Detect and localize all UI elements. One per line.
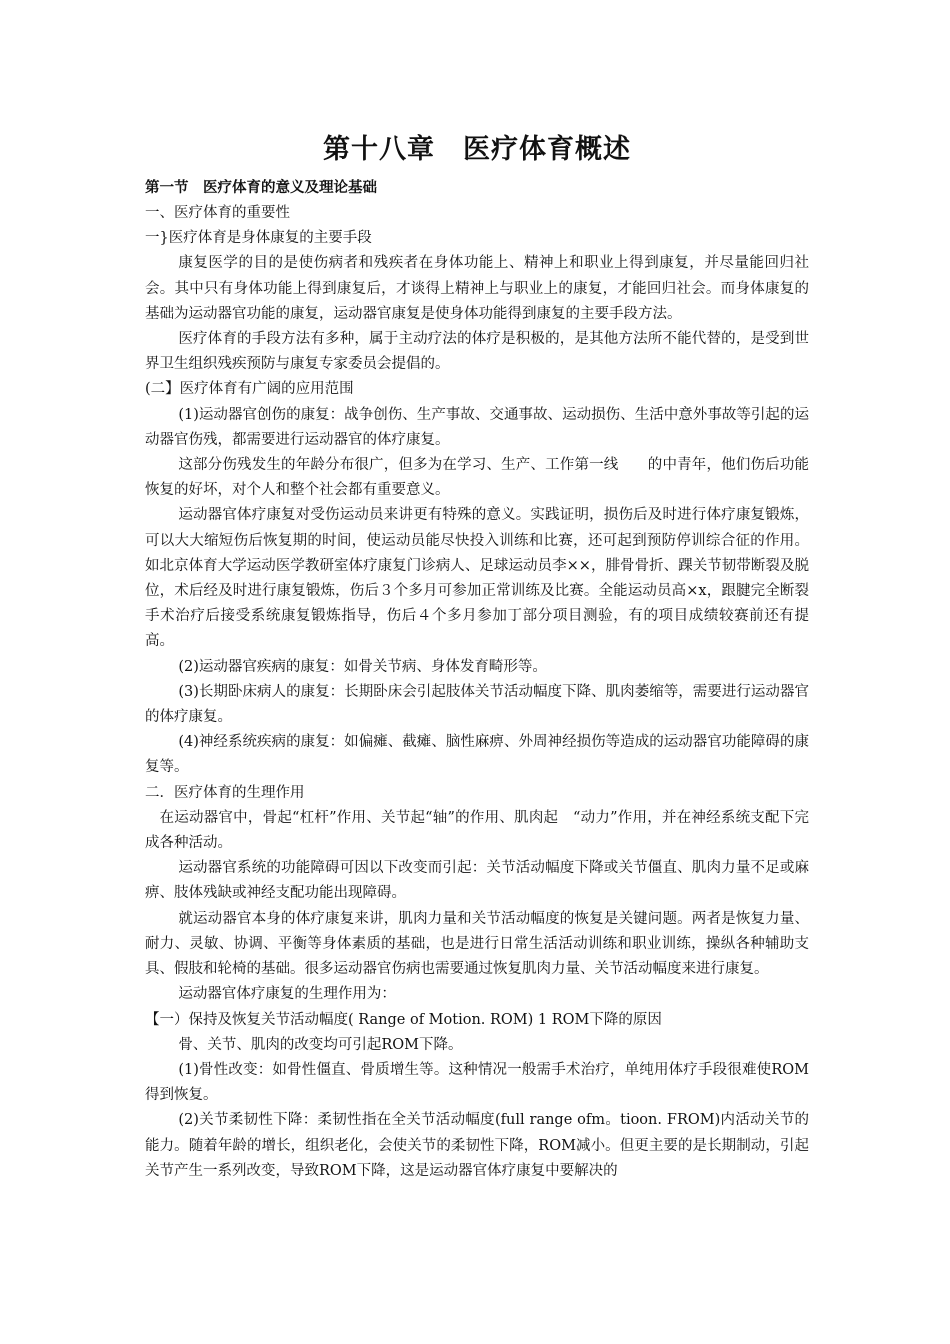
paragraph: (1)骨性改变：如骨性僵直、骨质增生等。这种情况一般需手术治疗，单纯用体疗手段很难使ROM得到恢复。	[145, 1061, 809, 1104]
paragraph: 在运动器官中，骨起“杠杆”作用、关节起“轴”的作用、肌肉起 “动力”作用，并在神经系统支配下完成各种活动。	[145, 809, 809, 852]
paragraph: 这部分伤残发生的年龄分布很广，但多为在学习、生产、工作第一线 的中青年，他们伤后功能恢复的好坏，对个人和整个社会都有重要意义。	[145, 457, 809, 499]
paragraph: 运动器官体疗康复的生理作用为：	[178, 986, 396, 1003]
subheading-rom: 【一）保持及恢复关节活动幅度( Range of Motion. ROM) 1 ROM下降的原因	[145, 1011, 662, 1028]
subheading-main-means: 一}医疗体育是身体康复的主要手段	[145, 230, 372, 247]
paragraph: 骨、关节、肌肉的改变均可引起ROM下降。	[178, 1036, 463, 1053]
paragraph: (2)关节柔韧性下降：柔韧性指在全关节活动幅度(full range ofm。tioon. FROM)内活动关节的能力。随着年龄的增长，组织老化，会使关节的柔韧性下降，ROM减小。但更主要的是长期制动，引起关节产生一系列改变，导致ROM下降，这是运动器官体疗康复中要解决的	[145, 1112, 809, 1179]
subheading-application-range: (二】医疗体育有广阔的应用范围	[145, 381, 354, 398]
paragraph: 运动器官体疗康复对受伤运动员来讲更有特殊的意义。实践证明，损伤后及时进行体疗康复锻炼，可以大大缩短伤后恢复期的时间，使运动员能尽快投入训练和比赛，还可起到预防停训综合征的作用。如北京体育大学运动医学教研室体疗康复门诊病人、足球运动员李××，腓骨骨折、踝关节韧带断裂及脱位，术后经及时进行康复锻炼，伤后３个多月可参加正常训练及比赛。全能运动员高×x，跟腱完全断裂手术治疗后接受系统康复锻炼指导，伤后４个多月参加丁部分项目测验，有的项目成绩较赛前还有提高。	[145, 507, 809, 650]
paragraph: (1)运动器官创伤的康复：战争创伤、生产事故、交通事故、运动损伤、生活中意外事故等引起的运动器官伤残，都需要进行运动器官的体疗康复。	[145, 406, 809, 448]
document-page	[145, 130, 809, 1184]
paragraph: 康复医学的目的是使伤病者和残疾者在身体功能上、精神上和职业上得到康复，并尽量能回归社会。其中只有身体功能上得到康复后，才谈得上精神上与职业上的康复，才能回归社会。而身体康复的基础为运动器官功能的康复，运动器官康复是使身体功能得到康复的主要手段方法。	[145, 255, 809, 322]
paragraph: 运动器官系统的功能障碍可因以下改变而引起：关节活动幅度下降或关节僵直、肌肉力量不足或麻痹、肢体残缺或神经支配功能出现障碍。	[145, 860, 809, 902]
paragraph: 就运动器官本身的体疗康复来讲，肌肉力量和关节活动幅度的恢复是关键问题。两者是恢复力量、耐力、灵敏、协调、平衡等身体素质的基础，也是进行日常生活活动训练和职业训练，操纵各种辅助支具、假肢和轮椅的基础。很多运动器官伤病也需要通过恢复肌肉力量、关节活动幅度来进行康复。	[145, 910, 809, 978]
heading-physiological-effects: 二．医疗体育的生理作用	[145, 784, 305, 801]
paragraph: (3)长期卧床病人的康复：长期卧床会引起肢体关节活动幅度下降、肌肉萎缩等，需要进行运动器官的体疗康复。	[145, 683, 809, 726]
paragraph: 医疗体育的手段方法有多种，属于主动疗法的体疗是积极的，是其他方法所不能代替的，是受到世界卫生组织残疾预防与康复专家委员会提倡的。	[145, 331, 809, 373]
paragraph: (2)运动器官疾病的康复：如骨关节病、身体发育畸形等。	[178, 658, 547, 675]
paragraph: (4)神经系统疾病的康复：如偏瘫、截瘫、脑性麻痹、外周神经损伤等造成的运动器官功能障碍的康复等。	[145, 734, 809, 776]
chapter-title: 第十八章 医疗体育概述	[323, 134, 631, 165]
heading-importance: 一、医疗体育的重要性	[145, 205, 290, 221]
section-title: 第一节 医疗体育的意义及理论基础	[145, 180, 377, 196]
